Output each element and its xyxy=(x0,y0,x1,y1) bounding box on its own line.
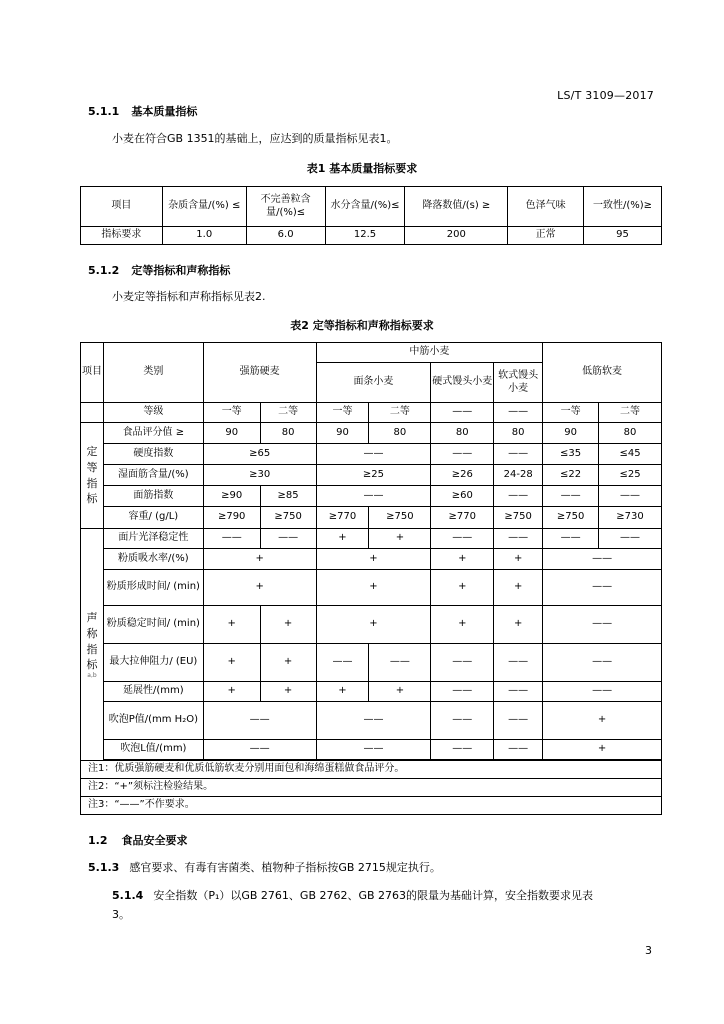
table1-caption: 表1 基本质量指标要求 xyxy=(306,162,418,175)
header-cell: 色泽气味 xyxy=(508,187,584,227)
value-cell: + xyxy=(543,740,662,760)
value-cell: —— xyxy=(543,529,599,549)
value-cell: ≥750 xyxy=(543,507,599,529)
value-cell: + xyxy=(431,570,494,606)
table1 xyxy=(80,186,662,245)
grade-cell: 一等 xyxy=(316,403,369,423)
header-cell: 不完善粒含量/(%)≤ xyxy=(246,187,325,227)
shengcheng-cell xyxy=(81,529,104,761)
value-cell: —— xyxy=(494,486,543,507)
miantiao-cell: 面条小麦 xyxy=(316,363,431,403)
header-cell: 一致性/(%)≥ xyxy=(584,187,662,227)
value-cell: + xyxy=(543,702,662,740)
value-cell: + xyxy=(203,682,260,702)
value-cell: ≤25 xyxy=(599,465,662,486)
row-label: 最大拉伸阻力/ (EU) xyxy=(103,644,203,682)
header-cell: 降落数值/(s) ≥ xyxy=(405,187,508,227)
value-cell: 80 xyxy=(369,423,431,444)
value-cell: —— xyxy=(543,644,662,682)
section-5-1-3 xyxy=(88,859,441,875)
row-label xyxy=(103,423,203,444)
value-cell: 80 xyxy=(431,423,494,444)
section-number: 1.2 xyxy=(88,834,108,847)
value-cell: —— xyxy=(316,740,431,760)
value-cell: ≥770 xyxy=(431,507,494,529)
value-cell: ≤45 xyxy=(599,444,662,465)
value-cell: —— xyxy=(494,529,543,549)
value-cell: —— xyxy=(316,702,431,740)
value-cell: —— xyxy=(494,644,543,682)
table-note: 注2：“+”须标注检验结果。 xyxy=(81,779,662,797)
grade-cell: —— xyxy=(494,403,543,423)
value-cell: —— xyxy=(431,529,494,549)
zhongjin-cell: 中筋小麦 xyxy=(316,343,543,363)
value-cell: —— xyxy=(543,486,599,507)
value-cell: —— xyxy=(543,606,662,644)
value-cell: ≥26 xyxy=(431,465,494,486)
value-cell: + xyxy=(369,529,431,549)
row-label: 粉质形成时间/ (min) xyxy=(103,570,203,606)
section-number: 5.1.4 xyxy=(112,889,144,902)
row-label: 面筋指数 xyxy=(103,486,203,507)
value-cell: ≥90 xyxy=(203,486,260,507)
value-cell: ≥30 xyxy=(203,465,316,486)
value-cell: 12.5 xyxy=(325,227,405,245)
table-note: 注3：“——”不作要求。 xyxy=(81,797,662,815)
value-cell: ≥25 xyxy=(316,465,431,486)
dijin-cell: 低筋软麦 xyxy=(543,343,662,403)
value-cell: ≥60 xyxy=(431,486,494,507)
value-cell: —— xyxy=(431,444,494,465)
row-label: 粉质吸水率/(%) xyxy=(103,549,203,570)
value-cell: —— xyxy=(431,644,494,682)
value-cell: —— xyxy=(316,444,431,465)
value-cell: —— xyxy=(369,644,431,682)
value-cell: —— xyxy=(316,486,431,507)
section-5-1-4 xyxy=(112,887,652,903)
row-label: 指标要求 xyxy=(81,227,163,245)
value-cell: —— xyxy=(494,702,543,740)
grade-cell: —— xyxy=(431,403,494,423)
section-number: 5.1.3 xyxy=(88,861,120,874)
value-cell: + xyxy=(494,549,543,570)
paragraph: 小麦定等指标和声称指标见表2. xyxy=(112,290,266,303)
row-label: 湿面筋含量/(%) xyxy=(103,465,203,486)
value-cell: 1.0 xyxy=(162,227,246,245)
value-cell: —— xyxy=(494,740,543,760)
grade-cell: 二等 xyxy=(369,403,431,423)
value-cell: —— xyxy=(599,486,662,507)
value-cell: 80 xyxy=(599,423,662,444)
row-label: 容重/ (g/L) xyxy=(103,507,203,529)
value-cell: ≥750 xyxy=(260,507,316,529)
section-title: 食品安全要求 xyxy=(121,834,188,847)
value-cell: —— xyxy=(543,549,662,570)
leibie-cell: 类别 xyxy=(103,343,203,403)
xiangmu-cell: 项目 xyxy=(81,343,104,403)
value-cell: —— xyxy=(431,702,494,740)
standard-number: LS/T 3109—2017 xyxy=(557,89,654,102)
paragraph: 安全指数（P₁）以GB 2761、GB 2762、GB 2763的限量为基础计算，安全指数要求见表 xyxy=(153,889,594,902)
paragraph-continuation: 3。 xyxy=(112,908,130,921)
value-cell: + xyxy=(203,644,260,682)
value-cell: —— xyxy=(494,682,543,702)
value-cell: —— xyxy=(316,644,369,682)
grade-cell: 二等 xyxy=(599,403,662,423)
value-cell: 80 xyxy=(494,423,543,444)
value-cell: 90 xyxy=(203,423,260,444)
value-cell: + xyxy=(431,606,494,644)
value-cell: + xyxy=(260,682,316,702)
paragraph: 小麦在符合GB 1351的基础上，应达到的质量指标见表1。 xyxy=(112,132,398,145)
dingdeng-cell: 定等指标 xyxy=(81,423,104,529)
row-label: 面片光泽稳定性 xyxy=(103,529,203,549)
ruanshi-cell: 软式馒头小麦 xyxy=(494,363,543,403)
value-cell: 95 xyxy=(584,227,662,245)
value-cell: + xyxy=(316,529,369,549)
value-cell: —— xyxy=(203,529,260,549)
value-cell: ≥85 xyxy=(260,486,316,507)
row-label: 硬度指数 xyxy=(103,444,203,465)
row-label: 吹泡L值/(mm) xyxy=(103,740,203,760)
grade-cell: 一等 xyxy=(543,403,599,423)
value-cell: ≤35 xyxy=(543,444,599,465)
value-cell: 6.0 xyxy=(246,227,325,245)
table2 xyxy=(80,342,662,815)
shengcheng-text: 声称指标 xyxy=(86,610,98,672)
value-cell: + xyxy=(203,606,260,644)
value-cell: —— xyxy=(599,529,662,549)
value-cell: ≥750 xyxy=(494,507,543,529)
section-title: 基本质量指标 xyxy=(131,105,198,118)
value-cell: 24-28 xyxy=(494,465,543,486)
value-cell: —— xyxy=(431,740,494,760)
xiangmu-cell xyxy=(81,403,104,423)
value-cell: + xyxy=(203,570,316,606)
dengji-cell: 等级 xyxy=(103,403,203,423)
value-cell: + xyxy=(369,682,431,702)
value-cell: ≥750 xyxy=(369,507,431,529)
section-1-2-heading xyxy=(88,832,188,848)
value-cell: 90 xyxy=(543,423,599,444)
row-label: 吹泡P值/(mm H₂O) xyxy=(103,702,203,740)
value-cell: + xyxy=(203,549,316,570)
value-cell: —— xyxy=(543,682,662,702)
value-cell: 90 xyxy=(316,423,369,444)
value-cell: + xyxy=(316,549,431,570)
value-cell: + xyxy=(316,682,369,702)
header-cell: 水分含量/(%)≤ xyxy=(325,187,405,227)
value-cell: 80 xyxy=(260,423,316,444)
value-cell: + xyxy=(316,606,431,644)
value-cell: —— xyxy=(260,529,316,549)
section-title: 定等指标和声称指标 xyxy=(131,264,231,277)
value-cell: ≥770 xyxy=(316,507,369,529)
page-number: 3 xyxy=(645,944,652,957)
value-cell: —— xyxy=(431,682,494,702)
value-cell: ≥730 xyxy=(599,507,662,529)
header-cell: 杂质含量/(%) ≤ xyxy=(162,187,246,227)
footnote-marker: a,b xyxy=(87,672,97,680)
section-number: 5.1.1 xyxy=(88,105,120,118)
value-cell: + xyxy=(431,549,494,570)
value-cell: + xyxy=(260,644,316,682)
paragraph: 感官要求、有毒有害菌类、植物种子指标按GB 2715规定执行。 xyxy=(129,861,441,874)
row-label-text: 食品评分值 ≥ xyxy=(122,426,185,438)
yingshi-cell: 硬式馒头小麦 xyxy=(431,363,494,403)
row-label: 粉质稳定时间/ (min) xyxy=(103,606,203,644)
grade-cell: 一等 xyxy=(203,403,260,423)
value-cell: + xyxy=(316,570,431,606)
value-cell: 200 xyxy=(405,227,508,245)
row-label: 延展性/(mm) xyxy=(103,682,203,702)
value-cell: ≤22 xyxy=(543,465,599,486)
section-5-1-1-heading xyxy=(88,103,197,119)
qiangjin-cell: 强筋硬麦 xyxy=(203,343,316,403)
table-note: 注1：优质强筋硬麦和优质低筋软麦分别用面包和海绵蛋糕做食品评分。 xyxy=(81,761,662,779)
section-number: 5.1.2 xyxy=(88,264,120,277)
value-cell: —— xyxy=(494,444,543,465)
value-cell: —— xyxy=(543,570,662,606)
value-cell: + xyxy=(494,570,543,606)
grade-cell: 二等 xyxy=(260,403,316,423)
section-5-1-2-heading xyxy=(88,262,230,278)
value-cell: —— xyxy=(203,702,316,740)
value-cell: ≥65 xyxy=(203,444,316,465)
table2-caption: 表2 定等指标和声称指标要求 xyxy=(290,319,434,332)
value-cell: + xyxy=(260,606,316,644)
value-cell: —— xyxy=(203,740,316,760)
value-cell: + xyxy=(494,606,543,644)
header-cell: 项目 xyxy=(81,187,163,227)
value-cell: ≥790 xyxy=(203,507,260,529)
value-cell: 正常 xyxy=(508,227,584,245)
